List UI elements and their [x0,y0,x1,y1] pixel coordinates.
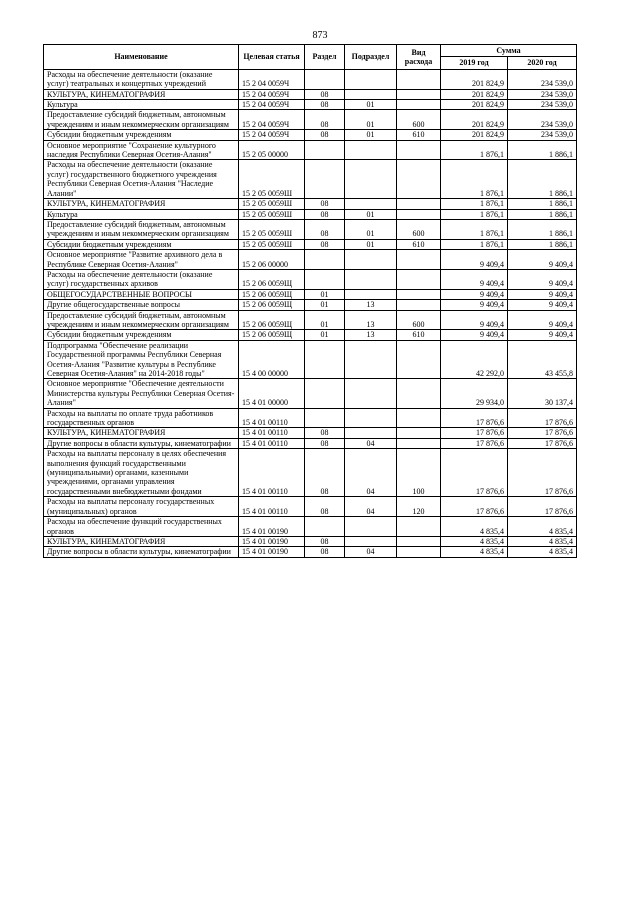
row-sum-2019: 17 876,6 [441,408,508,428]
row-section [305,269,345,289]
row-expense-type: 120 [397,497,441,517]
row-subsection [345,408,397,428]
row-subsection: 01 [345,110,397,130]
table-row [44,449,577,497]
row-subsection [345,517,397,537]
row-sum-2020: 30 137,4 [508,379,577,408]
row-expense-type [397,100,441,110]
row-name: КУЛЬТУРА, КИНЕМАТОГРАФИЯ [44,89,239,99]
row-name: Культура [44,209,239,219]
table-row [44,130,577,140]
row-target: 15 2 06 0059Щ [239,269,305,289]
row-subsection [345,160,397,199]
row-expense-type [397,428,441,438]
row-section: 08 [305,110,345,130]
row-subsection: 01 [345,100,397,110]
row-section [305,408,345,428]
row-expense-type [397,340,441,379]
header-2019: 2019 год [441,57,508,69]
row-section: 08 [305,449,345,497]
header-expense-type: Вид расхода [397,45,441,70]
row-target: 15 2 05 0059Ш [239,199,305,209]
row-sum-2019: 201 824,9 [441,110,508,130]
table-row [44,140,577,160]
header-sum: Сумма [441,45,577,57]
row-subsection: 13 [345,330,397,340]
row-expense-type [397,89,441,99]
row-sum-2020: 1 886,1 [508,140,577,160]
row-section [305,69,345,89]
row-sum-2019: 4 835,4 [441,517,508,537]
row-subsection [345,69,397,89]
row-sum-2020: 4 835,4 [508,536,577,546]
row-section: 08 [305,89,345,99]
header-section: Раздел [305,45,345,70]
table-body [44,69,577,557]
row-subsection [345,269,397,289]
row-name: Расходы на обеспечение деятельности (оказание услуг) театральных и концертных учреждений [44,69,239,89]
row-name: Другие общегосударственные вопросы [44,300,239,310]
row-subsection [345,340,397,379]
row-target: 15 2 06 0059Щ [239,289,305,299]
row-target: 15 2 04 0059Ч [239,69,305,89]
table-row [44,160,577,199]
header-name: Наименование [44,45,239,70]
row-sum-2019: 17 876,6 [441,438,508,448]
row-expense-type: 600 [397,110,441,130]
row-name: Культура [44,100,239,110]
row-target: 15 2 06 0059Щ [239,330,305,340]
row-subsection: 13 [345,300,397,310]
row-subsection [345,379,397,408]
row-sum-2020: 9 409,4 [508,289,577,299]
row-sum-2020: 17 876,6 [508,497,577,517]
row-expense-type [397,209,441,219]
row-subsection: 01 [345,239,397,249]
row-name: Расходы на обеспечение функций государственных органов [44,517,239,537]
row-section: 01 [305,300,345,310]
row-sum-2019: 201 824,9 [441,100,508,110]
row-subsection: 01 [345,130,397,140]
row-target: 15 4 01 00190 [239,536,305,546]
row-subsection [345,428,397,438]
row-name: Расходы на выплаты по оплате труда работников государственных органов [44,408,239,428]
row-expense-type: 610 [397,130,441,140]
row-sum-2020: 234 539,0 [508,89,577,99]
row-section: 08 [305,547,345,557]
row-name: Субсидии бюджетным учреждениям [44,130,239,140]
row-sum-2019: 9 409,4 [441,330,508,340]
row-name: Предоставление субсидий бюджетным, автономным учреждениям и иным некоммерческим организациям [44,219,239,239]
row-sum-2020: 1 886,1 [508,199,577,209]
row-target: 15 2 06 0059Щ [239,310,305,330]
row-expense-type [397,547,441,557]
row-sum-2020: 17 876,6 [508,428,577,438]
row-subsection: 04 [345,449,397,497]
row-subsection: 01 [345,209,397,219]
table-row [44,310,577,330]
row-expense-type: 600 [397,219,441,239]
row-sum-2019: 42 292,0 [441,340,508,379]
row-expense-type: 100 [397,449,441,497]
row-sum-2020: 17 876,6 [508,438,577,448]
row-expense-type [397,289,441,299]
row-section [305,517,345,537]
row-sum-2019: 9 409,4 [441,300,508,310]
row-section: 08 [305,219,345,239]
row-expense-type: 610 [397,330,441,340]
row-section: 01 [305,289,345,299]
row-target: 15 2 06 0059Щ [239,300,305,310]
row-target: 15 4 01 00110 [239,408,305,428]
row-name: КУЛЬТУРА, КИНЕМАТОГРАФИЯ [44,428,239,438]
row-sum-2019: 17 876,6 [441,428,508,438]
row-sum-2020: 4 835,4 [508,547,577,557]
row-name: Предоставление субсидий бюджетным, автономным учреждениям и иным некоммерческим организациям [44,310,239,330]
table-row [44,69,577,89]
row-sum-2020: 234 539,0 [508,130,577,140]
table-row [44,110,577,130]
row-target: 15 2 04 0059Ч [239,100,305,110]
row-target: 15 4 01 00110 [239,438,305,448]
row-sum-2020: 1 886,1 [508,239,577,249]
row-target: 15 4 01 00190 [239,547,305,557]
row-target: 15 4 01 00110 [239,497,305,517]
row-sum-2020: 17 876,6 [508,449,577,497]
table-row [44,408,577,428]
table-row [44,517,577,537]
row-sum-2020: 17 876,6 [508,408,577,428]
row-section: 08 [305,209,345,219]
row-sum-2019: 1 876,1 [441,160,508,199]
row-sum-2019: 9 409,4 [441,310,508,330]
row-name: Предоставление субсидий бюджетным, автономным учреждениям и иным некоммерческим организациям [44,110,239,130]
row-expense-type [397,438,441,448]
row-expense-type [397,269,441,289]
row-target: 15 2 05 0059Ш [239,219,305,239]
table-row [44,100,577,110]
row-expense-type [397,160,441,199]
table-row [44,269,577,289]
row-subsection [345,536,397,546]
row-subsection [345,89,397,99]
row-name: Другие вопросы в области культуры, кинематографии [44,547,239,557]
row-sum-2019: 201 824,9 [441,89,508,99]
table-row [44,289,577,299]
row-expense-type [397,199,441,209]
row-sum-2020: 9 409,4 [508,269,577,289]
row-name: Расходы на обеспечение деятельности (оказание услуг) государственных архивов [44,269,239,289]
row-name: Расходы на выплаты персоналу в целях обеспечения выполнения функций государственными (муниципальными) органами, казенными учреждениями, органами управления государственными внебюджетными фондами [44,449,239,497]
row-name: Расходы на выплаты персоналу государственных (муниципальных) органов [44,497,239,517]
row-expense-type [397,250,441,270]
row-target: 15 2 04 0059Ч [239,130,305,140]
row-section [305,160,345,199]
row-expense-type [397,69,441,89]
row-name: Расходы на обеспечение деятельности (оказание услуг) государственного бюджетного учреждения Республики Северная Осетия-Алания "Наследие Алании" [44,160,239,199]
header-subsection: Подраздел [345,45,397,70]
row-sum-2019: 1 876,1 [441,140,508,160]
row-expense-type [397,536,441,546]
row-sum-2020: 1 886,1 [508,160,577,199]
budget-table [43,44,577,558]
row-expense-type [397,300,441,310]
table-row [44,239,577,249]
row-sum-2019: 17 876,6 [441,497,508,517]
row-subsection: 04 [345,547,397,557]
row-subsection [345,140,397,160]
row-name: КУЛЬТУРА, КИНЕМАТОГРАФИЯ [44,536,239,546]
row-section: 08 [305,438,345,448]
row-target: 15 2 05 0059Ш [239,160,305,199]
row-subsection: 01 [345,219,397,239]
table-row [44,300,577,310]
row-section [305,379,345,408]
row-sum-2020: 43 455,8 [508,340,577,379]
row-section: 08 [305,130,345,140]
row-sum-2020: 4 835,4 [508,517,577,537]
row-sum-2020: 1 886,1 [508,219,577,239]
table-header [44,45,577,70]
table-row [44,340,577,379]
row-subsection: 13 [345,310,397,330]
row-expense-type: 600 [397,310,441,330]
row-name: Субсидии бюджетным учреждениям [44,239,239,249]
row-target: 15 2 04 0059Ч [239,110,305,130]
row-sum-2019: 4 835,4 [441,536,508,546]
row-name: Другие вопросы в области культуры, кинематографии [44,438,239,448]
row-section [305,250,345,270]
row-section: 08 [305,536,345,546]
row-sum-2019: 1 876,1 [441,199,508,209]
row-sum-2019: 29 934,0 [441,379,508,408]
table-row [44,379,577,408]
page-number: 873 [312,30,328,41]
table-row [44,199,577,209]
row-sum-2019: 1 876,1 [441,209,508,219]
table-row [44,438,577,448]
row-section: 08 [305,428,345,438]
row-name: Подпрограмма "Обеспечение реализации Государственной программы Республики Северная Осетия-Алания "Развитие культуры в Республике Северная Осетия-Алания" на 2014-2018 годы" [44,340,239,379]
row-sum-2020: 9 409,4 [508,300,577,310]
row-section: 08 [305,199,345,209]
table-row [44,250,577,270]
row-name: Основное мероприятие "Развитие архивного дела в Республике Северная Осетия-Алания" [44,250,239,270]
table-row [44,89,577,99]
row-section [305,140,345,160]
row-target: 15 4 01 00110 [239,449,305,497]
table-row [44,209,577,219]
row-subsection: 04 [345,438,397,448]
row-target: 15 2 05 0059Ш [239,209,305,219]
row-sum-2020: 9 409,4 [508,330,577,340]
row-section: 08 [305,100,345,110]
row-sum-2020: 234 539,0 [508,110,577,130]
row-sum-2019: 201 824,9 [441,130,508,140]
row-sum-2019: 201 824,9 [441,69,508,89]
row-section [305,340,345,379]
row-subsection: 04 [345,497,397,517]
row-sum-2020: 9 409,4 [508,310,577,330]
row-section: 01 [305,330,345,340]
row-target: 15 4 01 00110 [239,428,305,438]
row-section: 08 [305,497,345,517]
row-target: 15 2 06 00000 [239,250,305,270]
row-sum-2019: 9 409,4 [441,289,508,299]
row-expense-type [397,408,441,428]
row-sum-2020: 234 539,0 [508,69,577,89]
row-subsection [345,289,397,299]
row-expense-type [397,379,441,408]
table-row [44,536,577,546]
table-row [44,219,577,239]
row-sum-2019: 1 876,1 [441,239,508,249]
header-target: Целевая статья [239,45,305,70]
row-target: 15 4 00 00000 [239,340,305,379]
row-name: Основное мероприятие "Сохранение культурного наследия Республики Северная Осетия-Алания" [44,140,239,160]
row-sum-2020: 234 539,0 [508,100,577,110]
row-expense-type [397,517,441,537]
table-row [44,547,577,557]
row-sum-2019: 9 409,4 [441,250,508,270]
row-expense-type: 610 [397,239,441,249]
row-name: Субсидии бюджетным учреждениям [44,330,239,340]
row-target: 15 2 05 00000 [239,140,305,160]
row-target: 15 2 05 0059Ш [239,239,305,249]
row-name: ОБЩЕГОСУДАРСТВЕННЫЕ ВОПРОСЫ [44,289,239,299]
row-section: 01 [305,310,345,330]
row-sum-2019: 1 876,1 [441,219,508,239]
row-name: Основное мероприятие "Обеспечение деятельности Министерства культуры Республики Северная Осетия-Алания" [44,379,239,408]
header-2020: 2020 год [508,57,577,69]
row-sum-2019: 17 876,6 [441,449,508,497]
row-subsection [345,199,397,209]
row-subsection [345,250,397,270]
row-sum-2020: 1 886,1 [508,209,577,219]
row-expense-type [397,140,441,160]
table-row [44,428,577,438]
row-sum-2019: 9 409,4 [441,269,508,289]
row-target: 15 2 04 0059Ч [239,89,305,99]
row-sum-2020: 9 409,4 [508,250,577,270]
row-target: 15 4 01 00190 [239,517,305,537]
table-row [44,497,577,517]
row-target: 15 4 01 00000 [239,379,305,408]
table-row [44,330,577,340]
row-name: КУЛЬТУРА, КИНЕМАТОГРАФИЯ [44,199,239,209]
row-sum-2019: 4 835,4 [441,547,508,557]
row-section: 08 [305,239,345,249]
